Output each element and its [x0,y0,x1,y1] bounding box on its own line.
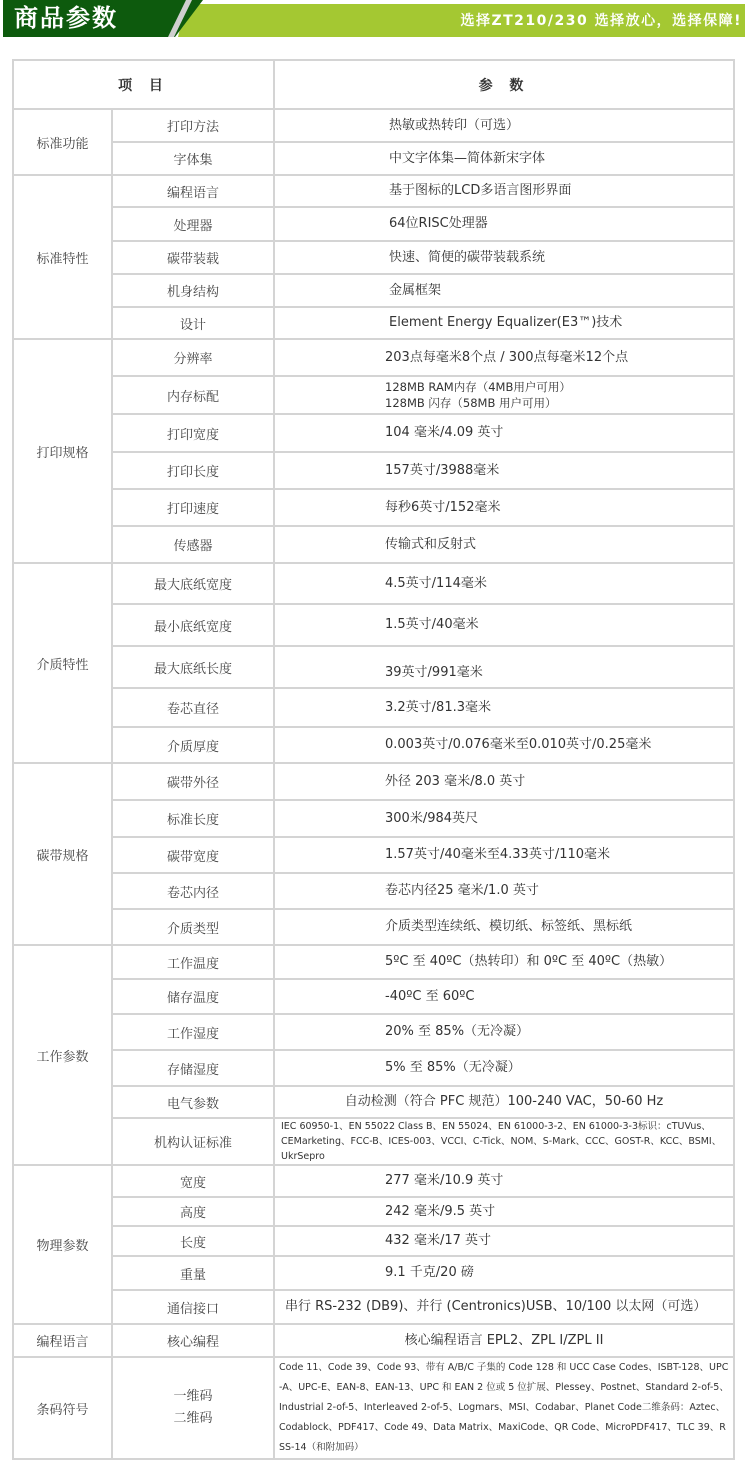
group-label: 碳带规格 [13,763,112,945]
item-value: 39英寸/991毫米 [274,646,734,688]
table-row [13,307,734,339]
item-label: 分辨率 [112,339,274,376]
table-row [13,563,734,604]
table-row [13,1290,734,1324]
item-value: 外径 203 毫米/8.0 英寸 [274,763,734,800]
item-value: 1.5英寸/40毫米 [274,604,734,646]
table-row [13,646,734,688]
item-label: 打印方法 [112,109,274,142]
table-row [13,945,734,979]
banner-slogan: 选择ZT210/230 选择放心，选择保障! [460,13,742,29]
table-row [13,241,734,274]
item-label: 打印长度 [112,452,274,489]
item-value: IEC 60950-1、EN 55022 Class B、EN 55024、EN 61000-3-2、EN 61000-3-3标识：cTUVus、CEMarketing、FCC-B、ICES-003、VCCI、C-Tick、NOM、S-Mark、CCC、GOST-R、KCC、BSMI、UkrSepro [274,1118,734,1165]
item-value: 4.5英寸/114毫米 [274,563,734,604]
group-label: 编程语言 [13,1324,112,1357]
item-value: 每秒6英寸/152毫米 [274,489,734,526]
item-label: 卷芯直径 [112,688,274,727]
item-label: 最大底纸宽度 [112,563,274,604]
item-label: 高度 [112,1197,274,1226]
item-value: 自动检测（符合 PFC 规范）100-240 VAC，50-60 Hz [274,1086,734,1118]
item-label: 碳带外径 [112,763,274,800]
table-row [13,1324,734,1357]
table-row [13,339,734,376]
item-label: 卷芯内径 [112,873,274,909]
item-value: 432 毫米/17 英寸 [274,1226,734,1256]
item-value [274,376,734,414]
item-value: Element Energy Equalizer(E3™)技术 [274,307,734,339]
table-row [13,979,734,1014]
table-row [13,109,734,142]
table-row [13,688,734,727]
item-label: 介质厚度 [112,727,274,763]
item-label: 长度 [112,1226,274,1256]
item-label: 核心编程 [112,1324,274,1357]
table-row [13,604,734,646]
group-label: 工作参数 [13,945,112,1165]
item-label: 机构认证标准 [112,1118,274,1165]
item-value: 串行 RS-232 (DB9)、并行 (Centronics)USB、10/100 以太网（可选） [274,1290,734,1324]
table-row [13,1226,734,1256]
table-row [13,489,734,526]
item-value: 242 毫米/9.5 英寸 [274,1197,734,1226]
item-label: 工作温度 [112,945,274,979]
item-label: 最小底纸宽度 [112,604,274,646]
item-value: 热敏或热转印（可选） [274,109,734,142]
item-value: 157英寸/3988毫米 [274,452,734,489]
table-header-row [13,60,734,109]
table-row [13,414,734,452]
item-label: 电气参数 [112,1086,274,1118]
value-line: 128MB 闪存（58MB 用户可用） [385,396,557,410]
item-label: 储存温度 [112,979,274,1014]
item-label: 内存标配 [112,376,274,414]
item-label: 最大底纸长度 [112,646,274,688]
table-row [13,800,734,837]
table-row [13,207,734,241]
table-row [13,1086,734,1118]
group-label: 介质特性 [13,563,112,763]
table-row [13,837,734,873]
item-label: 处理器 [112,207,274,241]
table-row [13,763,734,800]
group-label: 条码符号 [13,1357,112,1459]
item-value: Code 11、Code 39、Code 93、带有 A/B/C 子集的 Code 128 和 UCC Case Codes、ISBT-128、UPC-A、UPC-E、EAN-8、EAN-13、UPC 和 EAN 2 位或 5 位扩展、Plessey、Postnet、Standard 2-of-5、Industrial 2-of-5、Interleaved 2-of-5、Logmars、MSI、Codabar、Planet Code二维条码：Aztec、Codablock、PDF417、Code 49、Data Matrix、MaxiCode、QR Code、MicroPDF417、TLC 39、RSS-14（和附加码） [274,1357,734,1459]
table-row [13,175,734,207]
table-row [13,1118,734,1165]
item-value: 20% 至 85%（无冷凝） [274,1014,734,1050]
item-label: 碳带装载 [112,241,274,274]
item-label-line: 一维码 [173,1389,213,1404]
item-value: 中文字体集—简体新宋字体 [274,142,734,175]
item-value: 9.1 千克/20 磅 [274,1256,734,1290]
item-value: -40ºC 至 60ºC [274,979,734,1014]
table-row [13,1256,734,1290]
item-label: 通信接口 [112,1290,274,1324]
item-value: 核心编程语言 EPL2、ZPL I/ZPL II [274,1324,734,1357]
item-value: 3.2英寸/81.3毫米 [274,688,734,727]
item-value: 64位RISC处理器 [274,207,734,241]
table-row [13,1197,734,1226]
item-label: 标准长度 [112,800,274,837]
group-label: 物理参数 [13,1165,112,1324]
item-label [112,1357,274,1459]
table-row [13,1014,734,1050]
item-label: 打印宽度 [112,414,274,452]
item-value: 卷芯内径25 毫米/1.0 英寸 [274,873,734,909]
header-param: 参 数 [274,60,734,109]
table-row [13,376,734,414]
item-value: 介质类型连续纸、模切纸、标签纸、黑标纸 [274,909,734,945]
item-value: 5ºC 至 40ºC（热转印）和 0ºC 至 40ºC（热敏） [274,945,734,979]
header-banner [0,0,750,37]
item-label: 传感器 [112,526,274,563]
item-value: 快速、简便的碳带装载系统 [274,241,734,274]
table-row [13,1165,734,1197]
value-line: 128MB RAM内存（4MB用户可用） [385,380,571,394]
item-label: 工作湿度 [112,1014,274,1050]
item-label: 存储湿度 [112,1050,274,1086]
table-row [13,727,734,763]
group-label: 标准特性 [13,175,112,339]
table-row [13,452,734,489]
item-label: 设计 [112,307,274,339]
item-value: 277 毫米/10.9 英寸 [274,1165,734,1197]
section-title: 商品参数 [14,4,118,32]
item-label: 字体集 [112,142,274,175]
item-label: 介质类型 [112,909,274,945]
spec-table [12,59,735,1460]
item-label-line: 二维码 [173,1411,213,1426]
table-row [13,1050,734,1086]
item-value: 104 毫米/4.09 英寸 [274,414,734,452]
item-label: 宽度 [112,1165,274,1197]
table-row [13,142,734,175]
item-value: 1.57英寸/40毫米至4.33英寸/110毫米 [274,837,734,873]
table-row [13,873,734,909]
item-label: 打印速度 [112,489,274,526]
table-row [13,274,734,307]
table-row [13,1357,734,1459]
table-row [13,909,734,945]
item-value: 传输式和反射式 [274,526,734,563]
item-value: 0.003英寸/0.076毫米至0.010英寸/0.25毫米 [274,727,734,763]
item-value: 203点每毫米8个点 / 300点每毫米12个点 [274,339,734,376]
item-label: 编程语言 [112,175,274,207]
table-row [13,526,734,563]
item-label: 碳带宽度 [112,837,274,873]
item-label: 机身结构 [112,274,274,307]
item-value: 5% 至 85%（无冷凝） [274,1050,734,1086]
item-value: 金属框架 [274,274,734,307]
item-value: 300米/984英尺 [274,800,734,837]
header-item: 项 目 [13,60,274,109]
item-value: 基于图标的LCD多语言图形界面 [274,175,734,207]
group-label: 打印规格 [13,339,112,563]
group-label: 标准功能 [13,109,112,175]
item-label: 重量 [112,1256,274,1290]
